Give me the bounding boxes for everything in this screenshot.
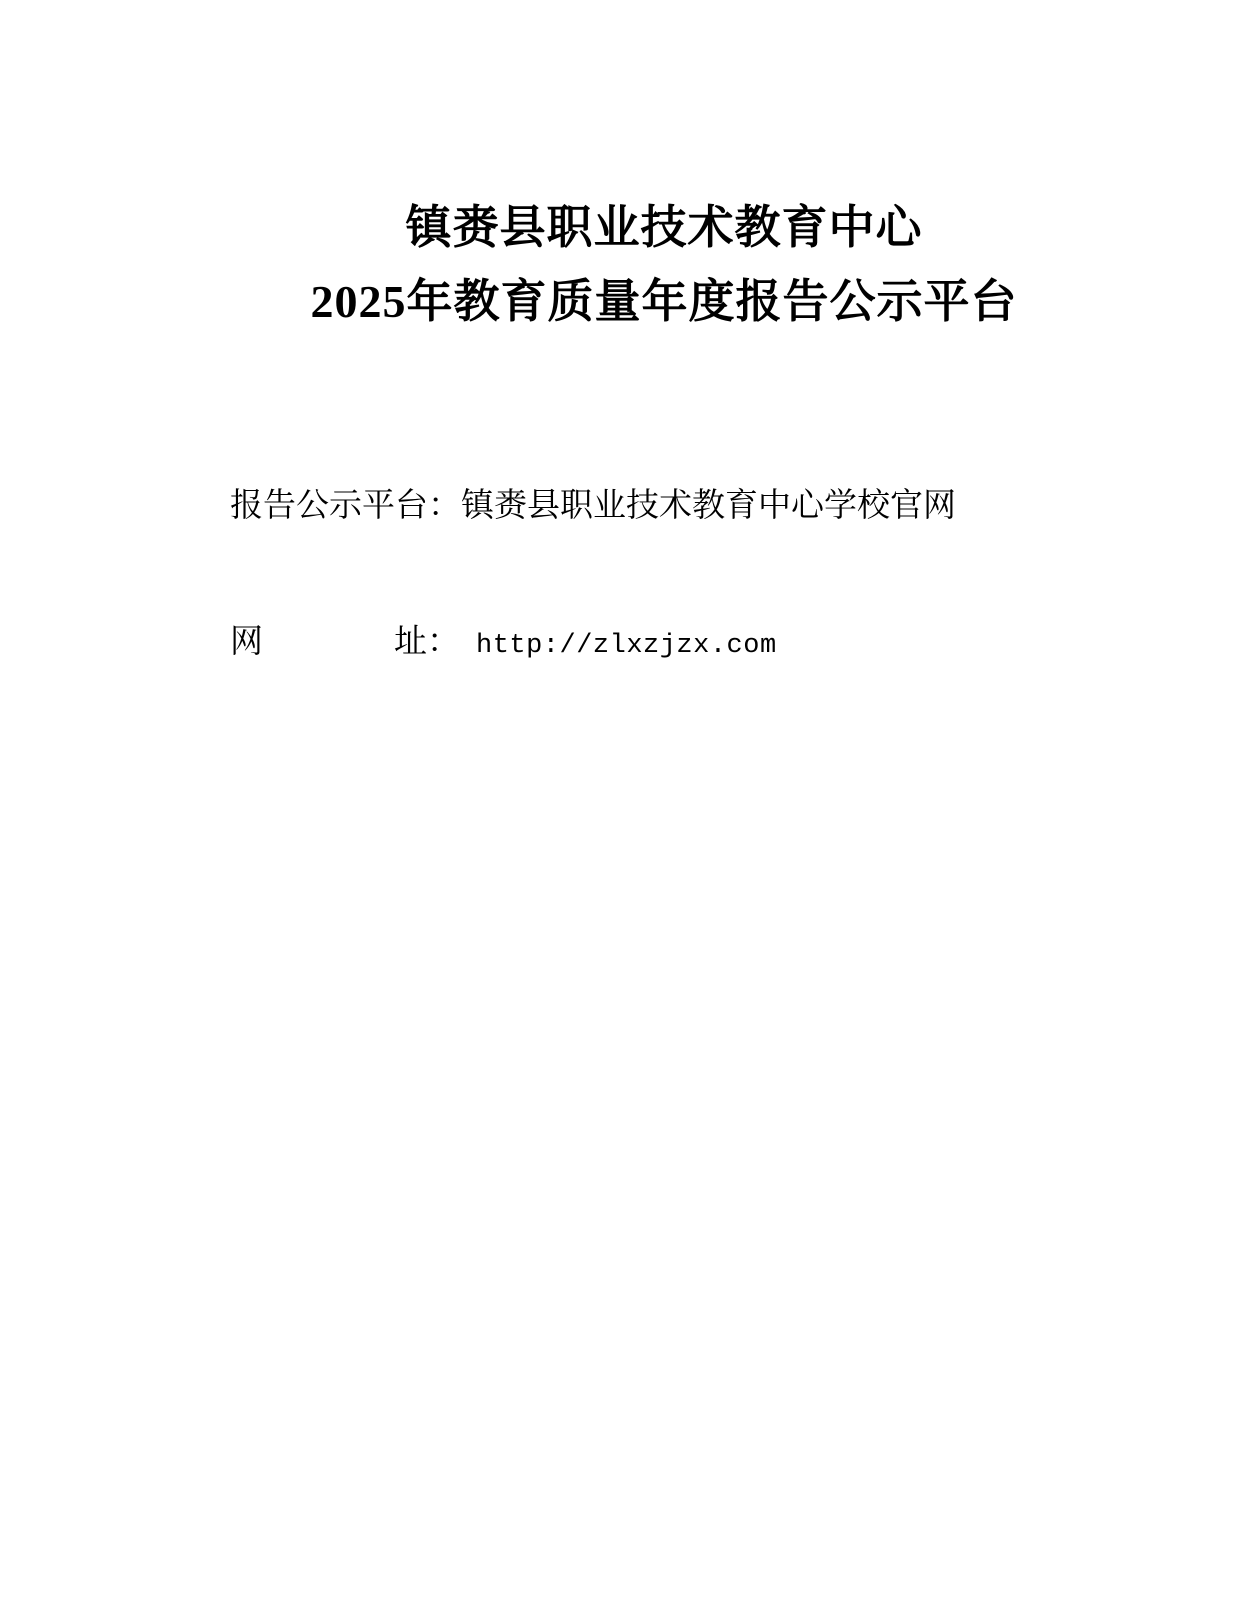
platform-value: 镇赉县职业技术教育中心学校官网 (461, 488, 956, 524)
title-line-2: 2025年教育质量年度报告公示平台 (310, 276, 1018, 327)
website-url: http://zlxzjzx.com (476, 631, 777, 661)
website-label-zhi: 址： (394, 624, 460, 660)
website-line (230, 624, 777, 662)
title-line-1: 镇赉县职业技术教育中心 (405, 202, 923, 253)
website-label-net: 网 (230, 624, 263, 660)
platform-label: 报告公示平台： (230, 488, 461, 524)
platform-line (230, 488, 956, 526)
